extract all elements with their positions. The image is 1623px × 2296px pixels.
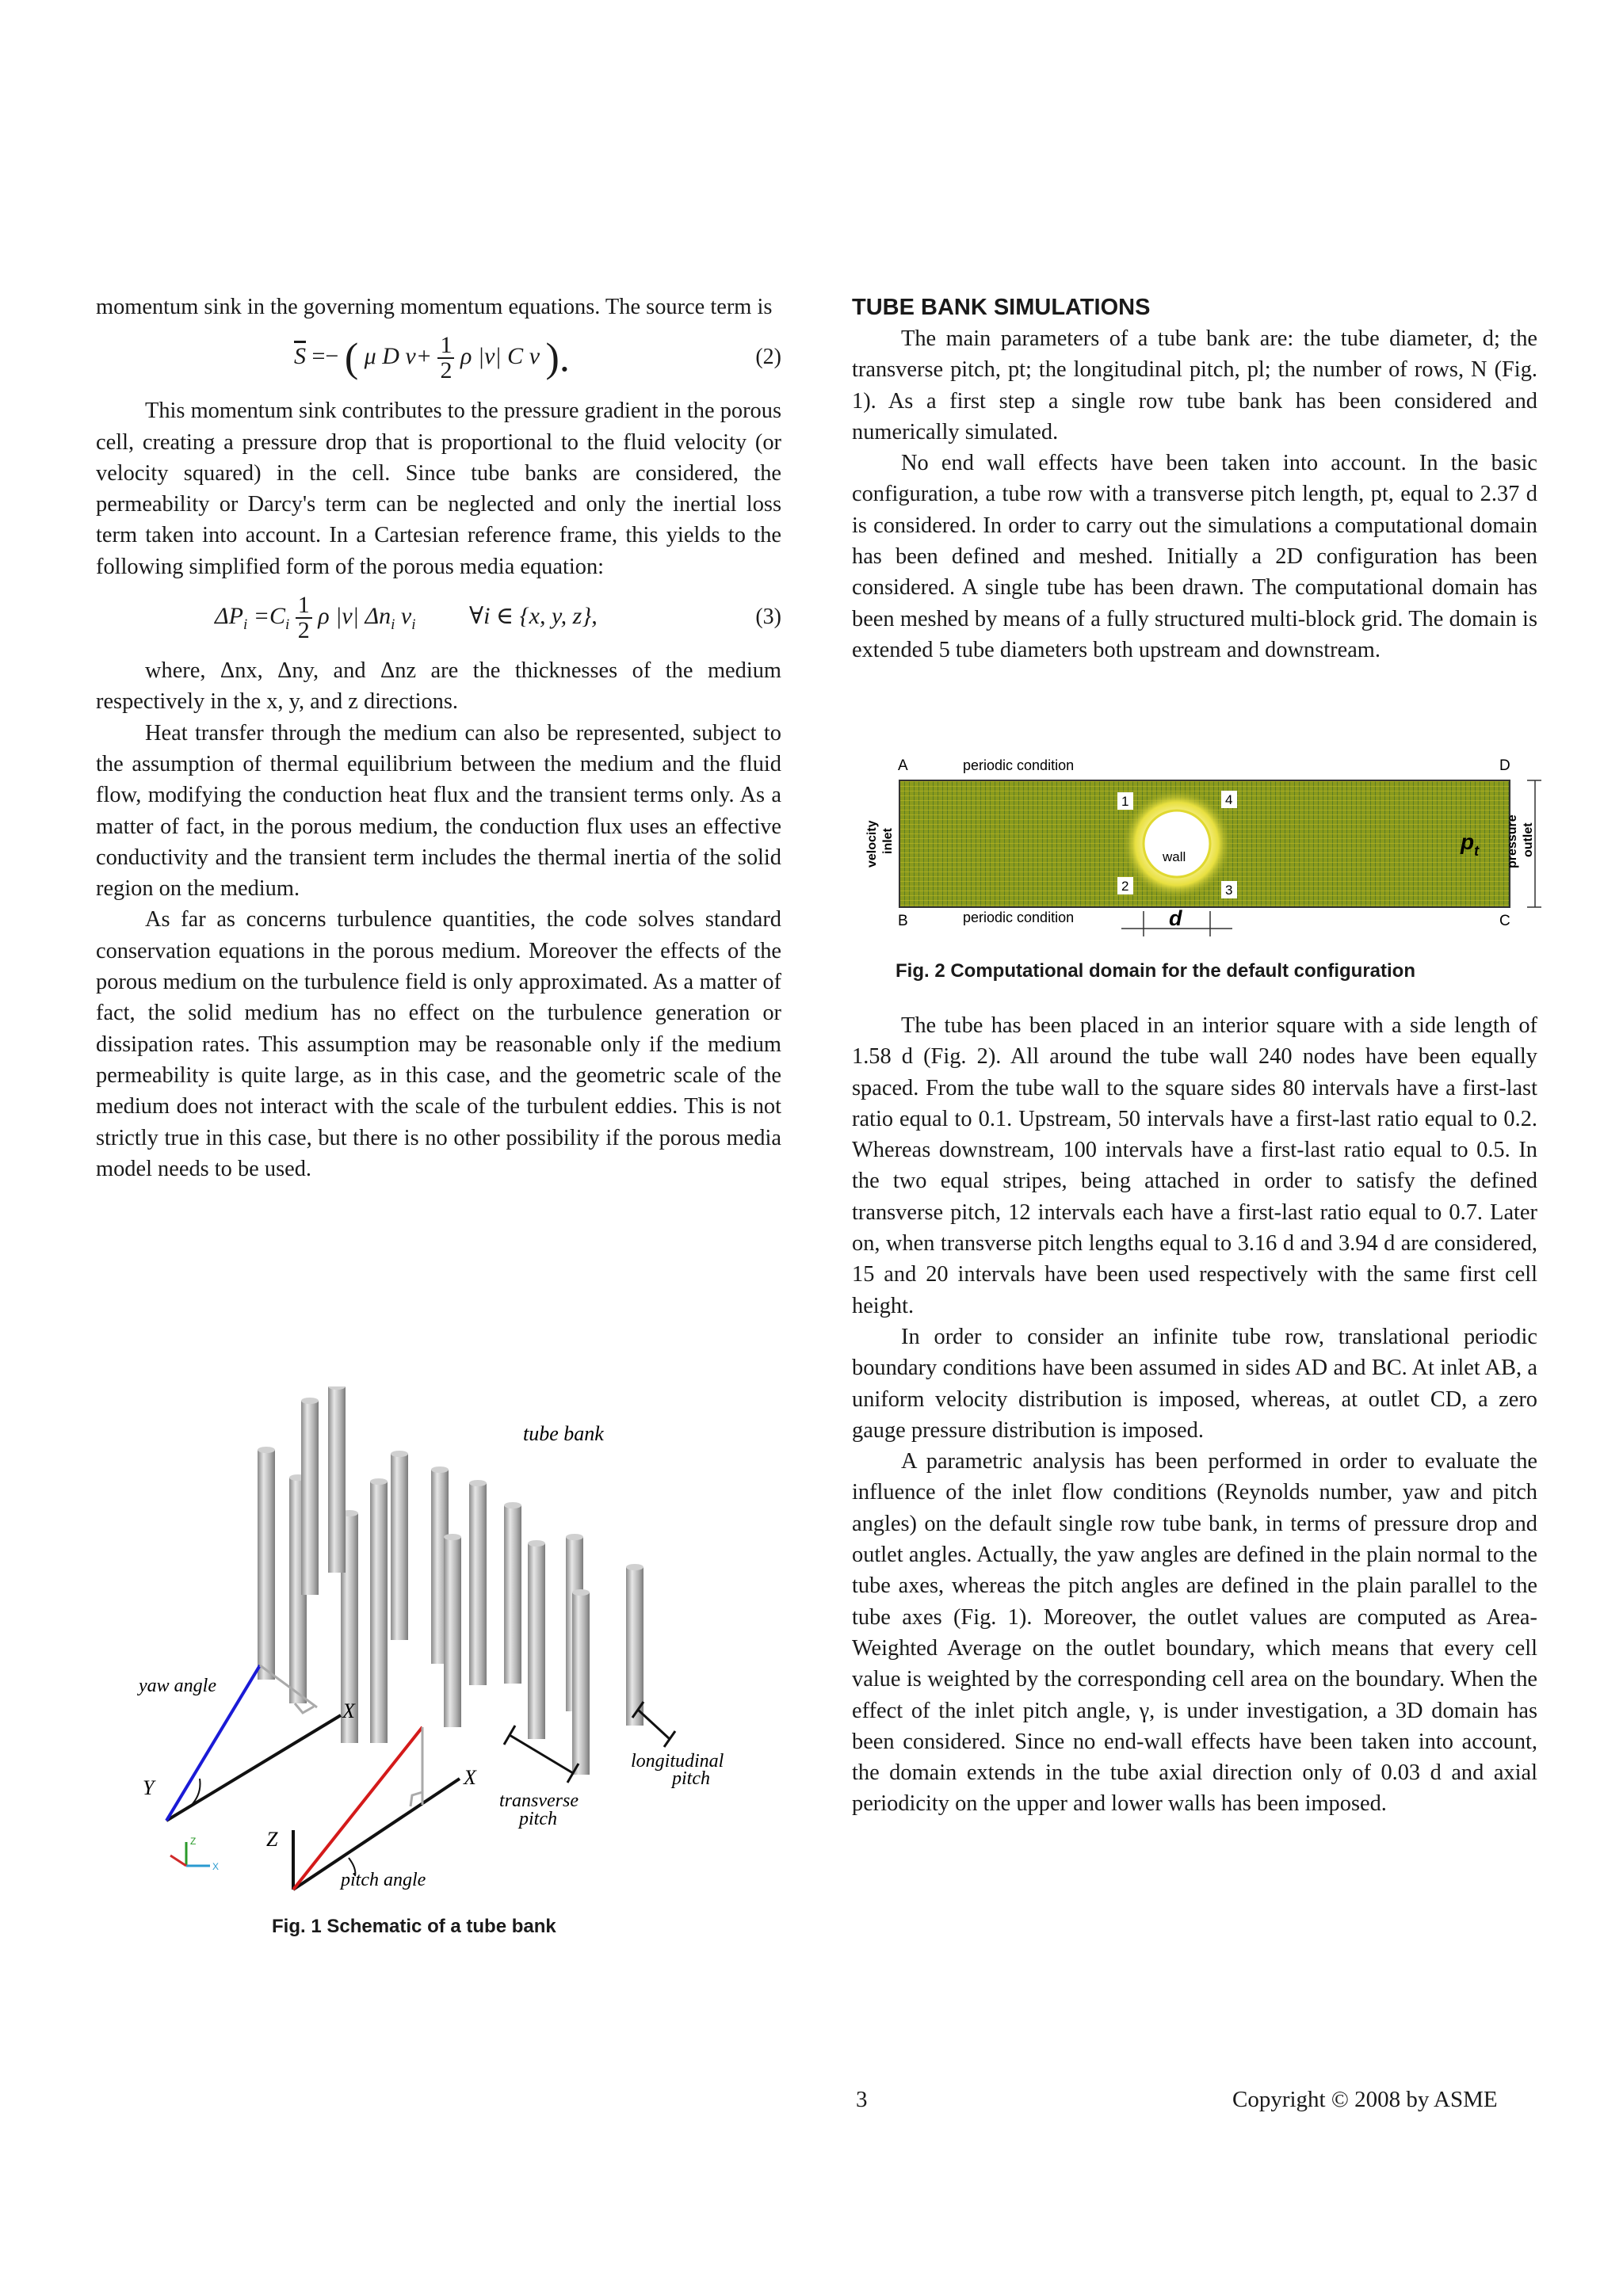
label-tube-bank: tube bank (523, 1422, 604, 1445)
eq3-mid-sub: i (285, 616, 290, 633)
eq3-rhs-v: v (395, 602, 412, 629)
eq2-term-b: ρ |v| C v (460, 343, 540, 370)
eq3-number: (3) (755, 605, 781, 630)
eq3-rhs-sub: i (391, 616, 395, 633)
paragraph-interior-square: The tube has been placed in an interior square with a side length of 1.58 d (Fig. 2). All around the tube wall 240 nodes have been equally spaced. From the tube wall to the square sides 80 intervals have a first-last ratio equal to 0.1. Upstream, 50 intervals have a first-last ratio equal to 0.2. Whereas downstream, 100 intervals have a first-last ratio equal to 0.5. In the two equal stripes, being attached in order to satisfy the defined transverse pitch, 12 intervals each have a first-last ratio equal to 0.7. Later on, when transverse pitch lengths equal to 3.16 d and 3.94 d are considered, 15 and 20 intervals have been used respectively with the same first cell height. (852, 1013, 1537, 1318)
eq3-half (296, 593, 312, 643)
eq3-rhs: ρ |v| Δn (318, 602, 391, 629)
label-longitudinal-pitch: pitch (672, 1768, 710, 1789)
label-periodic-top: periodic condition (963, 757, 1075, 773)
right-column-continued (852, 1010, 1537, 1820)
label-x-pitch: X (464, 1766, 476, 1789)
paragraph-thicknesses: where, Δnx, Δny, and Δnz are the thicknesses of the medium respectively in the x, y, and z directions. (96, 658, 781, 715)
paragraph-heat-transfer: Heat transfer through the medium can also be represented, subject to the assumption of thermal equilibrium between the medium and the fluid flow, modifying the conduction heat flux and the transient terms only. As a matter of fact, in the porous medium, the conduction flux uses an effective conductivity and the transient term includes the thermal inertia of the solid region on the medium. (96, 720, 781, 902)
label-yaw-angle: yaw angle (139, 1676, 216, 1696)
label-x-yaw: X (342, 1699, 355, 1722)
corner-b: B (898, 913, 908, 929)
page-number: 3 (856, 2087, 868, 2112)
eq2-half-num: 1 (437, 334, 454, 359)
paragraph-boundary-conditions: In order to consider an infinite tube row, translational periodic boundary conditions have been assumed in sides AD and BC. At inlet AB, a uniform velocity distribution is imposed, whereas, at outlet CD, a zero gauge pressure distribution is imposed. (852, 1324, 1537, 1443)
paragraph-end-wall: No end wall effects have been taken into account. In the basic configuration, a tube row with a transverse pitch length, pt, equal to 2.37 d is considered. In order to carry out the simulations a computational domain has been defined and meshed. Initially a 2D configuration has been considered. A single tube has been drawn. The computational domain has been meshed by means of a fully structured multi-block grid. The domain is extended 5 tube diameters both upstream and downstream. (852, 451, 1537, 662)
paragraph-tube-parameters: The main parameters of a tube bank are: the tube diameter, d; the transverse pitch, pt; the longitudinal pitch, pl; the number of rows, N (Fig. 1). As a first step a single row tube bank has been considered and numerically simulated. (852, 326, 1537, 444)
paragraph-turbulence: As far as concerns turbulence quantities, the code solves standard conservation equations in the porous medium. Moreover the effects of the porous medium on the turbulence field is only approximated. As a matter of fact, the solid medium has no effect on the turbulence generation or dissipation rates. This assumption may be reasonable only if the medium permeability is quite large, as in this case, and the geometric scale of the medium does not interact with the scale of the turbulent eddies. This is not strictly true in this case, but there is no other possibility if the porous media model needs to be used. (96, 907, 781, 1181)
eq2-term-a: μ D v+ (364, 343, 432, 370)
label-periodic-bottom: periodic condition (963, 910, 1075, 925)
left-column (96, 292, 781, 1184)
equation-3 (96, 582, 781, 655)
corner-c: C (1499, 913, 1510, 929)
eq2-equals: =− (311, 343, 339, 370)
block-label-3: 3 (1225, 883, 1233, 898)
copyright: Copyright © 2008 by ASME (1232, 2087, 1498, 2112)
label-z: Z (266, 1828, 278, 1851)
label-y: Y (143, 1776, 155, 1799)
figure-1-tube-bank-schematic (127, 1386, 761, 1909)
label-pt-main: p (1461, 830, 1475, 854)
paragraph-pressure-gradient: This momentum sink contributes to the pressure gradient in the porous cell, creating a pressure drop that is proportional to the fluid velocity (or velocity squared) in the cell. Since tube banks are considered, the permeability or Darcy's term can be neglected and only the inertial loss term taken into account. In a Cartesian reference frame, this yields to the following simplified form of the porous media equation: (96, 399, 781, 579)
eq3-half-den: 2 (297, 617, 310, 644)
intro-paragraph: momentum sink in the governing momentum equations. The source term is (96, 295, 773, 319)
eq2-number: (2) (755, 345, 781, 370)
label-longitudinal: longitudinal (631, 1751, 724, 1772)
axis-triad-icon (170, 1836, 219, 1872)
label-outlet: outlet (1522, 822, 1535, 857)
block-label-1: 1 (1121, 794, 1129, 809)
section-heading: TUBE BANK SIMULATIONS (852, 295, 1151, 320)
eq3-lhs: ΔP (215, 602, 243, 629)
corner-a: A (898, 757, 908, 774)
eq3-rhs-v-sub: i (411, 616, 416, 633)
block-label-4: 4 (1225, 792, 1233, 807)
eq3-lhs-sub: i (242, 616, 248, 633)
label-velocity: velocity (865, 820, 879, 868)
figure-2-computational-domain (852, 753, 1565, 943)
figure-1-caption: Fig. 1 Schematic of a tube bank (272, 1916, 556, 1937)
eq2-half-den: 2 (440, 357, 453, 384)
triad-z: Z (190, 1836, 197, 1847)
tube-wall (1144, 810, 1210, 877)
eq3-forall: ∀i ∈ {x, y, z}, (468, 602, 598, 629)
pitch-angle-diagram (293, 1727, 460, 1890)
label-inlet: inlet (881, 828, 895, 854)
label-transverse-pitch: pitch (519, 1809, 557, 1829)
label-pitch-angle: pitch angle (341, 1870, 426, 1890)
paragraph-parametric-analysis: A parametric analysis has been performed in order to evaluate the influence of the inlet flow conditions (Reynolds number, yaw and pitch angles) on the default single row tube bank, in terms of pressure drop and outlet angles. Actually, the yaw angles are defined in the plain normal to the tube axes, whereas the pitch angles are defined in the plain parallel to the tube axes (Fig. 1). Moreover, the outlet values are computed as Area-Weighted Average on the outlet boundary, which means that every cell value is weighted by the corresponding cell area on the boundary. When the effect of the inlet pitch angle, γ, is under investigation, a 3D domain has been considered. Since no end-wall effects have been taken into account, the domain extends in the tube axial direction only of 0.03 d and axial periodicity on the upper and lower walls has been imposed. (852, 1449, 1537, 1817)
figure-2-caption: Fig. 2 Computational domain for the default configuration (896, 960, 1415, 982)
label-transverse: transverse (499, 1791, 579, 1811)
label-d: d (1169, 906, 1182, 930)
label-wall: wall (1163, 849, 1186, 864)
eq3-half-num: 1 (296, 593, 312, 619)
corner-d: D (1499, 757, 1510, 774)
eq2-lhs: $\overline{S}$ (294, 343, 306, 370)
triad-x: X (212, 1861, 220, 1872)
label-pressure: pressure (1506, 814, 1519, 868)
eq2-half (437, 334, 454, 383)
label-pt-sub: t (1474, 843, 1480, 859)
block-label-2: 2 (1121, 879, 1129, 894)
right-column (852, 292, 1537, 666)
equation-2: $\overline{S}$ =− ( μ D v+ $\frac{1}{2}$ ρ |v| C v ). (2) (294, 332, 781, 384)
eq2-end: ). (545, 335, 570, 381)
eq3-mid: =C (253, 602, 285, 629)
